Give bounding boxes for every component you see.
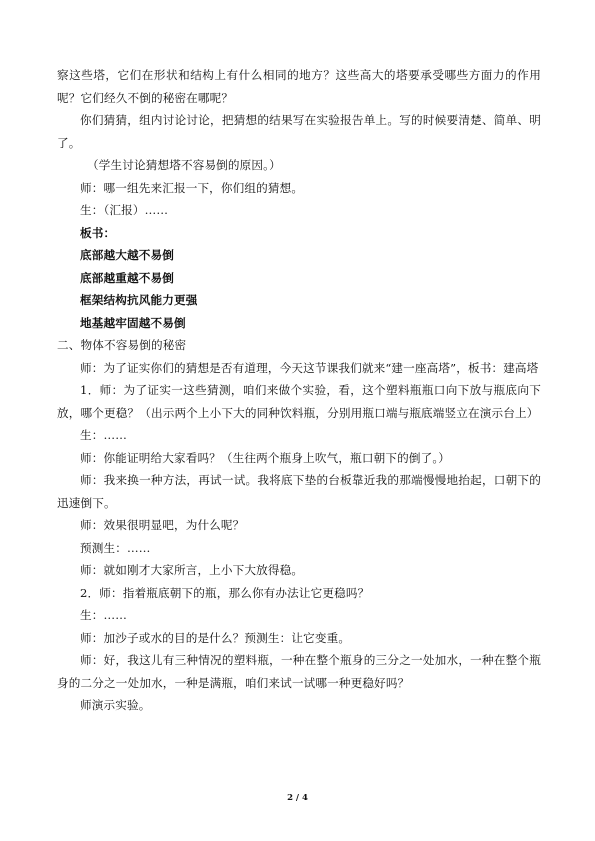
paragraph: 生：（汇报）……	[80, 203, 169, 217]
paragraph: 师：好，我这儿有三种情况的塑料瓶，一种在整个瓶身的三分之一处加水，一种在整个瓶身的二分之一处加水，一种是满瓶，咱们来试一试哪一种更稳好吗？	[57, 653, 541, 690]
paragraph: 你们猜猜，组内讨论讨论，把猜想的结果写在实验报告单上。写的时候要清楚、简单、明了。	[57, 113, 541, 150]
paragraph: 2．师：指着瓶底朝下的瓶，那么你有办法让它更稳吗？	[80, 585, 370, 600]
board-item: 地基越牢固越不易倒	[80, 315, 186, 330]
board-heading: 板书：	[80, 225, 116, 240]
paragraph: 生：……	[80, 428, 127, 442]
paragraph: 师：就如刚才大家所言，上小下大放得稳。	[80, 563, 304, 577]
paragraph: （学生讨论猜想塔不容易倒的原因。）	[87, 158, 281, 172]
board-item: 底部越大越不易倒	[80, 248, 174, 262]
paragraph: 师：加沙子或水的目的是什么？预测生：让它变重。	[80, 630, 351, 645]
paragraph: 1．师：为了证实一这些猜测，咱们来做个实验，看，这个塑料瓶瓶口向下放与瓶底向下放，哪个更稳？（出示两个上小下大的同种饮料瓶，分别用瓶口端与瓶底端竖立在演示台上）	[57, 383, 541, 420]
paragraph: 生：……	[80, 608, 127, 622]
paragraph: 预测生：……	[80, 540, 151, 555]
section-heading: 二、物体不容易倒的秘密	[57, 338, 187, 352]
paragraph: 师：哪一组先来汇报一下，你们组的猜想。	[80, 180, 304, 195]
paragraph: 师：你能证明给大家看吗？（生往两个瓶身上吹气，瓶口朝下的倒了。）	[80, 450, 451, 465]
page-number: 2 / 4	[287, 793, 308, 803]
paragraph: 师：我来换一种方法，再试一试。我将底下垫的台板靠近我的那端慢慢地抬起，口朝下的迅速倒下。	[57, 473, 541, 510]
document-body	[57, 64, 541, 717]
paragraph: 师：效果很明显吧，为什么呢？	[80, 518, 245, 532]
paragraph: 察这些塔，它们在形状和结构上有什么相同的地方？这些高大的塔要承受哪些方面力的作用呢？它们经久不倒的秘密在哪呢？	[57, 68, 541, 105]
board-item: 框架结构抗风能力更强	[80, 293, 198, 307]
board-item: 底部越重越不易倒	[80, 270, 174, 285]
paragraph: 师演示实验。	[80, 698, 151, 712]
paragraph: 师：为了证实你们的猜想是否有道理，今天这节课我们就来“建一座高塔”，板书：建高塔	[80, 360, 539, 375]
